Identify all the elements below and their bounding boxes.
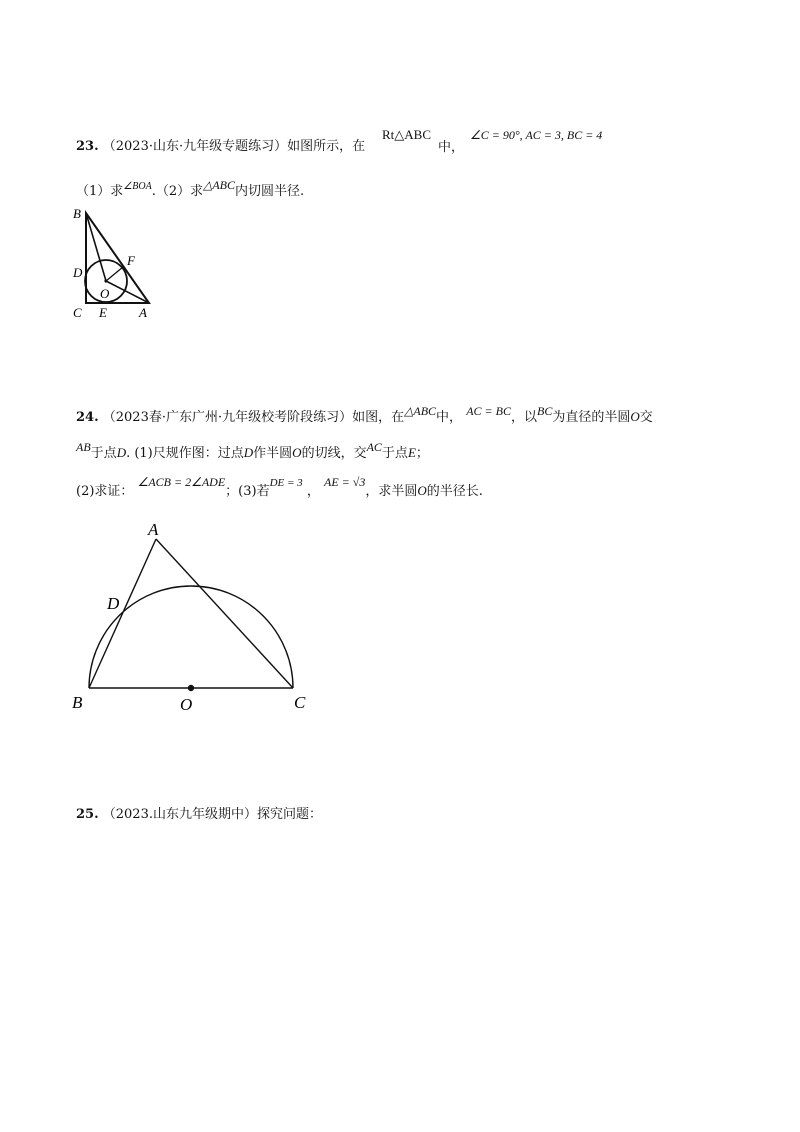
q24-tri: △ABC	[404, 404, 437, 418]
q24-semicircle	[89, 586, 293, 688]
q23-intro: 如图所示，在	[287, 139, 366, 154]
q24-bc: BC	[536, 404, 553, 418]
q24-yudian2: 于点	[381, 446, 408, 461]
q24-label-c: C	[294, 693, 306, 712]
q23-tri: △ABC	[203, 178, 235, 192]
q24-label-d: D	[107, 594, 120, 613]
q24-side-ac	[156, 539, 293, 688]
q24-source: （2023春·广东广州·九年级校考阶段练习）	[102, 410, 353, 425]
q24-d2: D	[243, 445, 254, 460]
q24-o: O	[630, 409, 640, 424]
q24-tangent: 的切线，交	[301, 446, 367, 461]
q24-de: DE = 3	[269, 477, 303, 489]
q24-part1: . (1)尺规作图：过点	[126, 446, 244, 461]
q23-sep: .（2）求	[151, 184, 204, 199]
q23-part1: （1）求	[76, 184, 124, 199]
q23-number: 23.	[76, 139, 99, 154]
q24-number: 24.	[76, 410, 99, 425]
q23-triangle	[86, 213, 149, 303]
q25-text: 探究问题：	[256, 807, 322, 822]
q24-line1	[76, 404, 653, 427]
q23-source: （2023·山东·九年级专题练习）	[102, 139, 288, 154]
q24-zuo: 作半圆	[253, 446, 293, 461]
q24-comma: ，	[306, 484, 320, 499]
q24-line3	[76, 475, 483, 501]
q24-label-o: O	[180, 695, 193, 714]
q24-ae: AE = √3	[323, 475, 366, 489]
q24-jiao: 交	[639, 410, 653, 425]
q23-label-a: A	[139, 305, 147, 320]
q24-point-o	[188, 685, 194, 691]
q24-part2: (2)求证：	[76, 484, 134, 499]
q24-yudian: 于点	[90, 446, 117, 461]
q24-intro: 如图，在	[352, 410, 405, 425]
q23-label-e: E	[99, 305, 107, 320]
q23-rt-triangle	[382, 126, 431, 145]
q23-label-o: O	[100, 286, 110, 301]
q23-line2	[76, 178, 305, 202]
q24-zhong: 中，	[436, 410, 463, 425]
q24-line2	[76, 440, 429, 463]
q24-yi: ，以	[510, 410, 537, 425]
q23-label-b: B	[73, 206, 81, 221]
q24-label-b: B	[72, 693, 83, 712]
q23-figure	[70, 205, 170, 320]
q23-rt-triangle-text: Rt△ABC	[382, 127, 432, 142]
q24-eq: AC = BC	[466, 404, 511, 418]
q24-ab: AB	[76, 440, 91, 454]
q24-radius: 的半径长.	[426, 484, 483, 499]
q23-angle-boa: ∠BOA	[123, 181, 152, 192]
q23-part2-end: 内切圆半径.	[235, 184, 305, 199]
q23-line-ob	[86, 213, 106, 281]
q24-side-ab	[89, 539, 156, 688]
q25-source: （2023.山东九年级期中）	[102, 807, 257, 822]
q23-label-d: D	[73, 265, 83, 280]
q24-angle-eq: ∠ACB = 2∠ADE	[137, 475, 226, 489]
q23-condition: ∠C = 90°, AC = 3, BC = 4	[470, 128, 603, 142]
q23-point-o	[104, 279, 107, 282]
q24-e: E	[407, 445, 416, 460]
q24-ask: ，求半圆	[365, 484, 418, 499]
q23-line-of	[106, 267, 123, 281]
q24-o2: O	[292, 445, 302, 460]
q23-label-f: F	[127, 253, 135, 268]
q25-line1	[76, 806, 322, 824]
q24-figure	[68, 515, 328, 715]
q24-o3: O	[417, 483, 427, 498]
q24-d: D	[116, 445, 127, 460]
q24-ac: AC	[366, 440, 382, 454]
q25-number: 25.	[76, 807, 99, 822]
q24-semicolon: ；	[415, 446, 429, 461]
q24-semi: 为直径的半圆	[552, 410, 631, 425]
q24-label-a: A	[148, 520, 159, 539]
q23-label-c: C	[73, 305, 82, 320]
q24-part3: ；(3)若	[225, 484, 270, 499]
q23-zhong: 中，	[438, 140, 465, 155]
q23-line1	[76, 138, 365, 156]
